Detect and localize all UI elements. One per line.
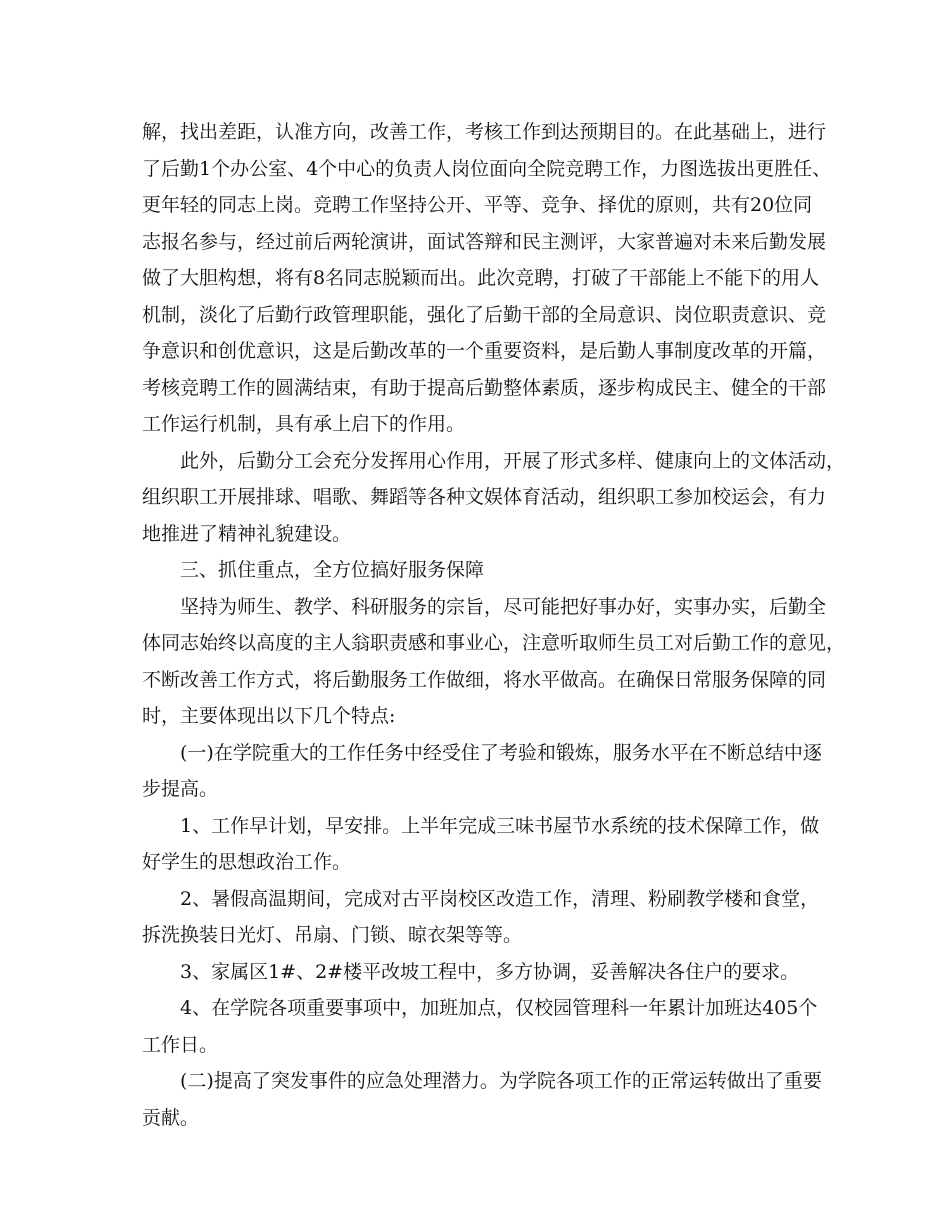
text-line: 贡献。	[142, 1106, 200, 1129]
text-line: 做了大胆构想，将有8名同志脱颖而出。此次竞聘，打破了干部能上不能下的用人	[142, 267, 820, 289]
paragraph-union-activities	[142, 443, 846, 553]
paragraph-service-purpose	[142, 589, 846, 735]
section-heading	[142, 552, 822, 589]
text-line: 1、工作早计划，早安排。上半年完成三味书屋节水系统的技术保障工作，做	[180, 814, 820, 837]
text-line: 坚持为师生、教学、科研服务的宗旨，尽可能把好事办好，实事办实，后勤全	[180, 595, 827, 618]
text-line: 工作运行机制，具有承上启下的作用。	[142, 413, 466, 435]
subsection-heading-1	[142, 735, 822, 808]
text-line: 更年轻的同志上岗。竞聘工作坚持公开、平等、竞争、择优的原则，共有20位同	[142, 194, 813, 216]
list-item-3	[142, 954, 822, 991]
text-line: (一)在学院重大的工作任务中经受住了考验和锻炼，服务水平在不断总结中逐	[180, 741, 822, 764]
text-line: 志报名参与，经过前后两轮演讲，面试答辩和民主测评，大家普遍对未来后勤发展	[142, 230, 827, 253]
text-line: 好学生的思想政治工作。	[142, 851, 352, 873]
text-line: 组织职工开展排球、唱歌、舞蹈等各种文娱体育活动，组织职工参加校运会，有力	[142, 486, 827, 508]
text-line: 体同志始终以高度的主人翁职责感和事业心，注意听取师生员工对后勤工作的意见，	[142, 632, 846, 654]
text-line: 拆洗换装日光灯、吊扇、门锁、晾衣架等等。	[142, 924, 523, 946]
section-heading-text: 三、抓住重点，全方位搞好服务保障	[180, 559, 485, 581]
text-line: 了后勤1个办公室、4个中心的负责人岗位面向全院竞聘工作，力图选拔出更胜任、	[142, 157, 832, 180]
text-line: 机制，淡化了后勤行政管理职能，强化了后勤干部的全局意识、岗位职责意识、竞	[142, 303, 827, 326]
text-line: 解，找出差距，认准方向，改善工作，考核工作到达预期目的。在此基础上，进行	[142, 121, 827, 143]
text-line: 争意识和创优意识，这是后勤改革的一个重要资料，是后勤人事制度改革的开篇，	[142, 340, 827, 362]
list-item-4	[142, 990, 822, 1063]
document-body	[142, 114, 846, 1136]
text-line: 时，主要体现出以下几个特点:	[142, 705, 396, 727]
text-line: 4、在学院各项重要事项中，加班加点，仅校园管理科一年累计加班达405个	[180, 997, 818, 1019]
text-line: 2、暑假高温期间，完成对古平岗校区改造工作，清理、粉刷教学楼和食堂，	[180, 887, 820, 910]
text-line: 不断改善工作方式，将后勤服务工作做细，将水平做高。在确保日常服务保障的同	[142, 668, 827, 691]
text-line: 3、家属区1#、2#楼平改坡工程中，多方协调，妥善解决各住户的要求。	[180, 960, 800, 983]
list-item-1	[142, 808, 822, 881]
paragraph-reform-recruitment	[142, 114, 832, 443]
text-line: 此外，后勤分工会充分发挥用心作用，开展了形式多样、健康向上的文体活动，	[180, 449, 846, 472]
text-line: (二)提高了突发事件的应急处理潜力。为学院各项工作的正常运转做出了重要	[180, 1070, 822, 1092]
text-line: 步提高。	[142, 778, 219, 800]
list-item-2	[142, 881, 822, 954]
text-line: 考核竞聘工作的圆满结束，有助于提高后勤整体素质，逐步构成民主、健全的干部	[142, 376, 827, 399]
text-line: 工作日。	[142, 1033, 219, 1056]
text-line: 地推进了精神礼貌建设。	[142, 522, 352, 545]
subsection-heading-2	[142, 1063, 822, 1136]
